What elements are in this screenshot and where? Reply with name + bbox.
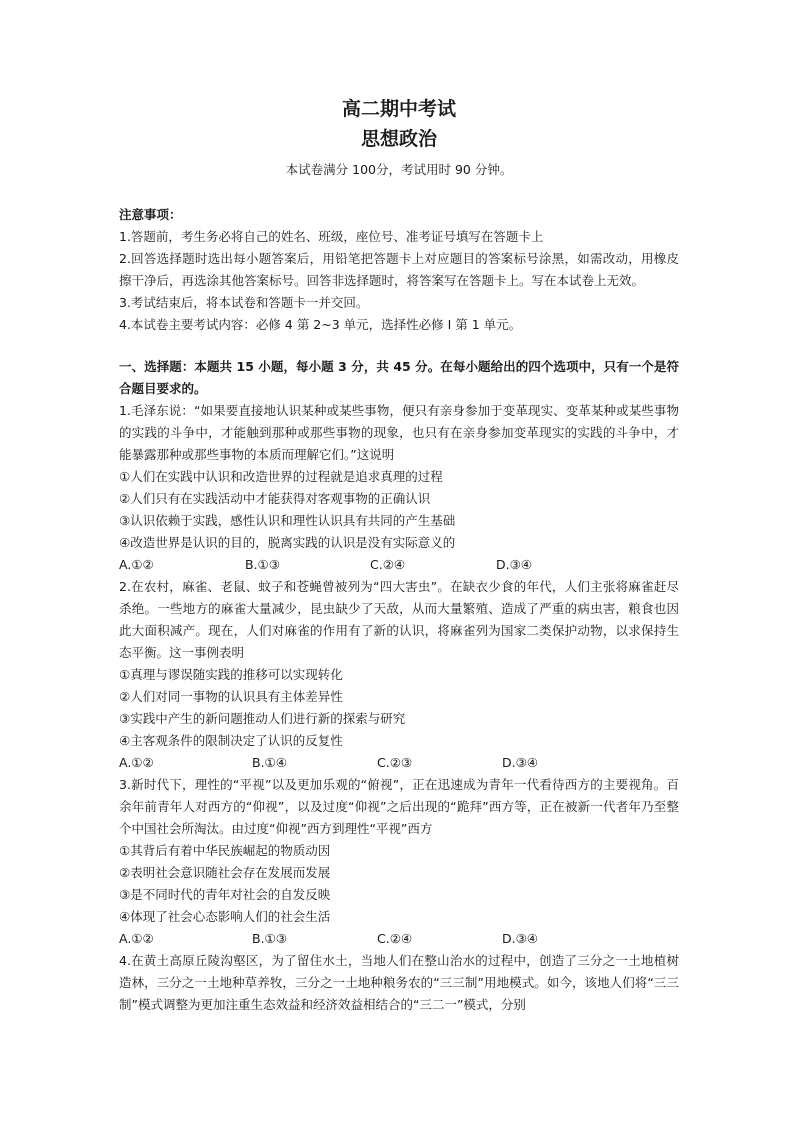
choice-b: B.①③ bbox=[252, 931, 287, 946]
statement-option: ④改造世界是认识的目的，脱离实践的认识是没有实际意义的 bbox=[119, 535, 456, 550]
statement-option: ③实践中产生的新问题推动人们进行新的探索与研究 bbox=[119, 711, 406, 726]
choice-d: D.③④ bbox=[502, 755, 539, 770]
choice-a: A.①② bbox=[119, 557, 154, 572]
question-stem: 4.在黄土高原丘陵沟壑区，为了留住水土，当地人们在整山治水的过程中，创造了三分之一土地植树造林，三分之一土地种草养牧，三分之一土地种粮务农的“三三制”用地模式。如今，该地人们将“三三制”模式调整为更加注重生态效益和经济效益相结合的“三二一”模式，分别 bbox=[119, 953, 679, 1012]
notice-title: 注意事项： bbox=[119, 207, 182, 222]
notice-item: 1.答题前，考生务必将自己的姓名、班级，座位号、准考证号填写在答题卡上 bbox=[119, 229, 544, 244]
choice-c: C.②③ bbox=[377, 755, 413, 770]
choice-a: A.①② bbox=[119, 755, 154, 770]
notice-item: 3.考试结束后，将本试卷和答题卡一并交回。 bbox=[119, 295, 369, 310]
choice-a: A.①② bbox=[119, 931, 154, 946]
question-stem: 2.在农村，麻雀、老鼠、蚊子和苍蝇曾被列为“四大害虫”。在缺衣少食的年代，人们主张将麻雀赶尽杀绝。一些地方的麻雀大量减少，昆虫缺少了天敌，从而大量繁殖、造成了严重的病虫害，粮食也因此大面积减产。现在，人们对麻雀的作用有了新的认识，将麻雀列为国家二类保护动物，以求保持生态平衡。这一事例表明 bbox=[119, 579, 679, 660]
statement-option: ③是不同时代的青年对社会的自发反映 bbox=[119, 887, 331, 902]
statement-option: ③认识依赖于实践，感性认识和理性认识具有共同的产生基础 bbox=[119, 513, 456, 528]
subject-title: 思想政治 bbox=[360, 128, 437, 150]
choice-d: D.③④ bbox=[502, 931, 539, 946]
statement-option: ②人们只有在实践活动中才能获得对客观事物的正确认识 bbox=[119, 491, 431, 506]
choice-b: B.①④ bbox=[252, 755, 287, 770]
question-2 bbox=[119, 576, 679, 774]
statement-option: ②表明社会意识随社会存在发展而发展 bbox=[119, 865, 331, 880]
statement-option: ④主客观条件的限制决定了认识的反复性 bbox=[119, 733, 343, 748]
exam-page bbox=[119, 96, 679, 1016]
choice-c: C.②④ bbox=[377, 931, 413, 946]
statement-option: ④体现了社会心态影响人们的社会生活 bbox=[119, 909, 331, 924]
statement-option: ①其背后有着中华民族崛起的物质动因 bbox=[119, 843, 331, 858]
choice-c: C.②④ bbox=[370, 557, 406, 572]
answer-choices bbox=[119, 752, 679, 774]
section-title: 一、选择题：本题共 15 小题，每小题 3 分，共 45 分。在每小题给出的四个选项中，只有一个是符合题目要求的。 bbox=[119, 359, 679, 396]
question-stem: 3.新时代下，理性的“平视”以及更加乐观的“俯视”，正在迅速成为青年一代看待西方的主要视角。百余年前青年人对西方的“仰视”，以及过度“仰视”之后出现的“跪拜”西方等，正在被新一代者年乃至整个中国社会所淘汰。由过度“仰视”西方到理性“平视”西方 bbox=[119, 777, 679, 836]
question-3 bbox=[119, 774, 679, 950]
answer-choices bbox=[119, 928, 679, 950]
question-1 bbox=[119, 400, 679, 576]
statement-option: ②人们对同一事物的认识具有主体差异性 bbox=[119, 689, 343, 704]
statement-option: ①人们在实践中认识和改造世界的过程就是追求真理的过程 bbox=[119, 469, 443, 484]
question-4 bbox=[119, 950, 679, 1016]
answer-choices bbox=[119, 554, 679, 576]
exam-subtitle: 本试卷满分 100分，考试用时 90 分钟。 bbox=[285, 162, 513, 177]
notice-item: 4.本试卷主要考试内容：必修 4 第 2~3 单元，选择性必修 I 第 1 单元。 bbox=[119, 317, 522, 332]
statement-option: ①真理与谬误随实践的推移可以实现转化 bbox=[119, 667, 343, 682]
exam-title: 高二期中考试 bbox=[341, 98, 456, 120]
notice-item: 2.回答选择题时选出每小题答案后，用铅笔把答题卡上对应题目的答案标号涂黑，如需改动，用橡皮擦干净后，再选涂其他答案标号。回答非选择题时，将答案写在答题卡上。写在本试卷上无效。 bbox=[119, 251, 679, 288]
notice-block bbox=[119, 204, 679, 336]
choice-b: B.①③ bbox=[245, 557, 280, 572]
choice-d: D.③④ bbox=[496, 557, 533, 572]
question-stem: 1.毛泽东说：“如果要直接地认识某种或某些事物，便只有亲身参加于变革现实、变革某种或某些事物的实践的斗争中，才能触到那种或那些事物的现象，也只有在亲身参加变革现实的实践的斗争中，才能暴露那种或那些事物的本质而理解它们。”这说明 bbox=[119, 403, 679, 462]
